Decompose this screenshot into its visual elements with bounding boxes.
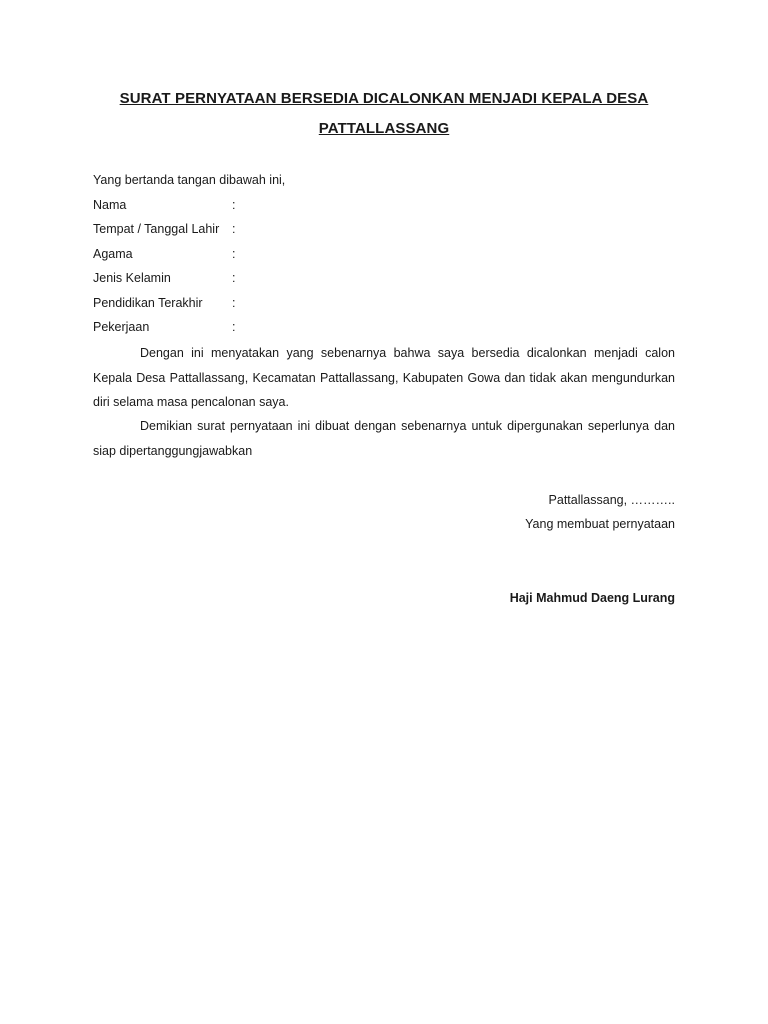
field-label: Nama — [93, 198, 127, 212]
field-colon: : — [232, 320, 236, 334]
field-label: Tempat / Tanggal Lahir — [93, 222, 220, 236]
field-colon: : — [232, 271, 236, 285]
intro-text: Yang bertanda tangan dibawah ini, — [93, 173, 286, 187]
field-tempat-tanggal-lahir — [93, 222, 393, 240]
field-pendidikan-terakhir — [93, 296, 393, 314]
field-nama — [93, 198, 393, 216]
field-label: Pendidikan Terakhir — [93, 296, 203, 310]
field-colon: : — [232, 247, 236, 261]
closing-paragraph: Demikian surat pernyataan ini dibuat dengan sebenarnya untuk dipergunakan seperlunya dan siap dipertanggungjawabkan — [93, 419, 675, 458]
statement-paragraph: Dengan ini menyatakan yang sebenarnya bahwa saya bersedia dicalonkan menjadi calon Kepala Desa Pattallassang, Kecamatan Pattallassang, Kabupaten Gowa dan tidak akan mengundurkan diri selama masa pencalonan saya. — [93, 346, 675, 409]
signer-name: Haji Mahmud Daeng Lurang — [509, 591, 675, 605]
field-label: Pekerjaan — [93, 320, 150, 334]
document-title-line-1: SURAT PERNYATAAN BERSEDIA DICALONKAN MENJADI KEPALA DESA — [119, 90, 649, 107]
field-pekerjaan — [93, 320, 393, 338]
field-colon: : — [232, 296, 236, 310]
field-jenis-kelamin — [93, 271, 393, 289]
field-agama — [93, 247, 393, 265]
place-date: Pattallassang, ……….. — [548, 493, 675, 507]
field-colon: : — [232, 222, 236, 236]
field-label: Jenis Kelamin — [93, 271, 171, 285]
field-label: Agama — [93, 247, 133, 261]
signer-role: Yang membuat pernyataan — [525, 517, 675, 531]
field-colon: : — [232, 198, 236, 212]
document-title-line-2: PATTALLASSANG — [318, 120, 450, 137]
